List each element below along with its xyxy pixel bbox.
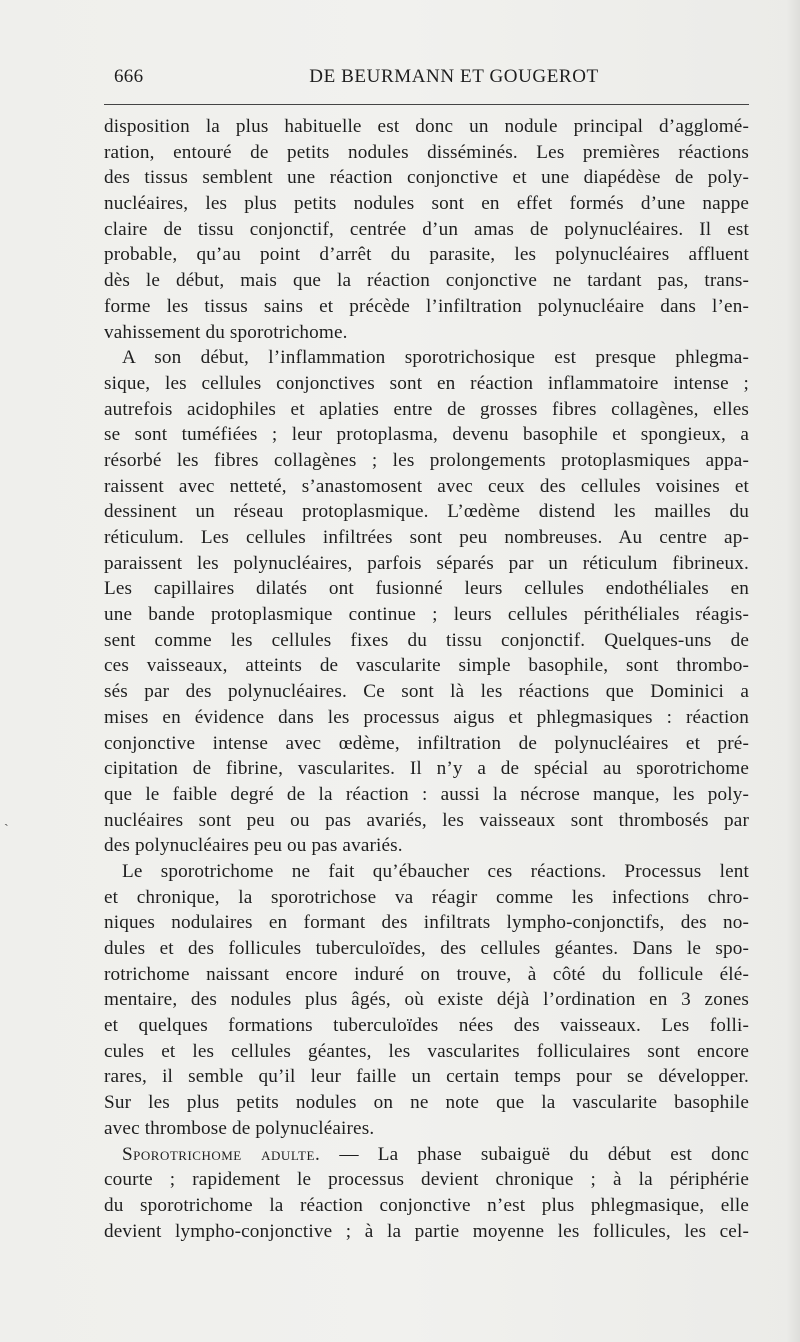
line-text: que le faible degré de la réaction : aussi la nécrose manque, les poly- [104,783,749,805]
text-line [104,371,749,397]
text-line [104,833,749,859]
line-text: une bande protoplasmique continue ; leurs cellules périthéliales réagis- [104,604,749,626]
line-text: raissent avec netteté, s’anastomosent avec ceux des cellules voisines et [104,475,749,497]
text-line [104,474,749,500]
text-line [104,962,749,988]
text-line [104,1116,749,1142]
text-line [104,679,749,705]
line-text: et chronique, la sporotrichose va réagir comme les infections chro- [104,886,749,908]
text-line [104,165,749,191]
text-line [104,782,749,808]
text-line [104,525,749,551]
page-edge-shadow [786,0,800,1342]
running-title: DE BEURMANN ET GOUGEROT [309,66,599,87]
text-line [104,602,749,628]
text-line [104,731,749,757]
text-line [104,1193,749,1219]
text-line [104,1090,749,1116]
line-text: réticulum. Les cellules infiltrées sont peu nombreuses. Au centre ap- [104,527,749,548]
line-text: A son début, l’inflammation sporotrichosique est presque phlegma- [122,347,749,369]
line-text: ces vaisseaux, atteints de vascularite simple basophile, sont thrombo- [104,655,749,677]
line-text: sent comme les cellules fixes du tissu conjonctif. Quelques-uns de [104,629,749,651]
line-text: cules et les cellules géantes, les vascularites folliculaires sont encore [104,1040,749,1062]
line-text: devient lympho-conjonctive ; à la partie moyenne les follicules, les cel- [104,1220,749,1242]
text-line [104,422,749,448]
line-text: courte ; rapidement le processus devient chronique ; à la périphérie [104,1169,749,1191]
line-text: niques nodulaires en formant des infiltrats lympho-conjonctifs, des no- [104,912,749,934]
text-line [104,576,749,602]
text-line [104,1039,749,1065]
text-line [104,191,749,217]
text-line [104,910,749,936]
text-line [104,936,749,962]
line-text: forme les tissus sains et précède l’infiltration polynucléaire dans l’en- [104,295,749,317]
line-text: vahissement du sporotrichome. [104,321,348,343]
line-text: nucléaires, les plus petits nodules sont en effet formés d’une nappe [104,193,749,215]
text-line [104,217,749,243]
text-line [104,859,749,885]
line-text: dès le début, mais que la réaction conjonctive ne tardant pas, trans- [104,270,749,292]
text-line [104,885,749,911]
text-line [104,1142,749,1168]
line-text: se sont tuméfiées ; leur protoplasma, devenu basophile et spongieux, a [104,424,749,446]
line-text: — La phase subaiguë du début est donc [320,1143,750,1165]
line-text: rotrichome naissant encore induré on trouve, à côté du follicule élé- [104,963,749,985]
line-text: rares, il semble qu’il leur faille un certain temps pour se développer. [104,1066,749,1088]
text-line [104,345,749,371]
line-text: nucléaires sont peu ou pas avariés, les vaisseaux sont thrombosés par [104,809,749,831]
line-text: probable, qu’au point d’arrêt du parasite, les polynucléaires affluent [104,244,749,266]
line-text: dessinent un réseau protoplasmique. L’œdème distend les mailles du [104,501,749,523]
line-text: disposition la plus habituelle est donc un nodule principal d’agglomé- [104,116,749,137]
line-text: du sporotrichome la réaction conjonctive n’est plus phlegmasique, elle [104,1194,749,1216]
section-heading: Sporotrichome adulte. [122,1143,321,1165]
text-line [104,756,749,782]
text-line [104,628,749,654]
line-text: avec thrombose de polynucléaires. [104,1117,375,1139]
running-head [114,66,749,94]
text-line [104,987,749,1013]
text-line [104,653,749,679]
text-line [104,1013,749,1039]
text-line [104,448,749,474]
line-text: mises en évidence dans les processus aigus et phlegmasiques : réaction [104,706,749,728]
text-line [104,140,749,166]
text-line [104,294,749,320]
text-line [104,499,749,525]
body-text [104,114,749,1244]
line-text: paraissent les polynucléaires, parfois séparés par un réticulum fibrineux. [104,552,749,574]
page-number: 666 [114,66,144,87]
line-text: ration, entouré de petits nodules disséminés. Les premières réactions [104,141,749,163]
line-text: des tissus semblent une réaction conjonctive et une diapédèse de poly- [104,167,749,189]
line-text: conjonctive intense avec œdème, infiltration de polynucléaires et pré- [104,732,749,754]
line-text: sés par des polynucléaires. Ce sont là les réactions que Dominici a [104,681,749,703]
line-text: mentaire, des nodules plus âgés, où existe déjà l’ordination en 3 zones [104,989,749,1011]
line-text: résorbé les fibres collagènes ; les prolongements protoplasmiques appa- [104,449,749,471]
text-line [104,1219,749,1245]
margin-mark: ˏ [4,812,9,827]
line-text: des polynucléaires peu ou pas avariés. [104,835,403,857]
text-line [104,705,749,731]
line-text: Les capillaires dilatés ont fusionné leurs cellules endothéliales en [104,578,749,600]
text-line [104,397,749,423]
text-line [104,808,749,834]
text-line [104,114,749,140]
line-text: claire de tissu conjonctif, centrée d’un amas de polynucléaires. Il est [104,218,749,240]
text-line [104,1064,749,1090]
line-text: sique, les cellules conjonctives sont en réaction inflammatoire intense ; [104,372,749,394]
text-line [104,551,749,577]
line-text: Le sporotrichome ne fait qu’ébaucher ces réactions. Processus lent [122,860,749,882]
text-line [104,242,749,268]
line-text: cipitation de fibrine, vascularites. Il n’y a de spécial au sporotrichome [104,758,749,780]
line-text: dules et des follicules tuberculoïdes, des cellules géantes. Dans le spo- [104,938,749,959]
line-text: autrefois acidophiles et aplaties entre de grosses fibres collagènes, elles [104,398,749,420]
text-line [104,320,749,346]
header-rule [104,104,749,105]
line-text: et quelques formations tuberculoïdes nées des vaisseaux. Les folli- [104,1015,749,1037]
line-text: Sur les plus petits nodules on ne note que la vascularite basophile [104,1092,749,1114]
text-line [104,268,749,294]
text-line [104,1167,749,1193]
